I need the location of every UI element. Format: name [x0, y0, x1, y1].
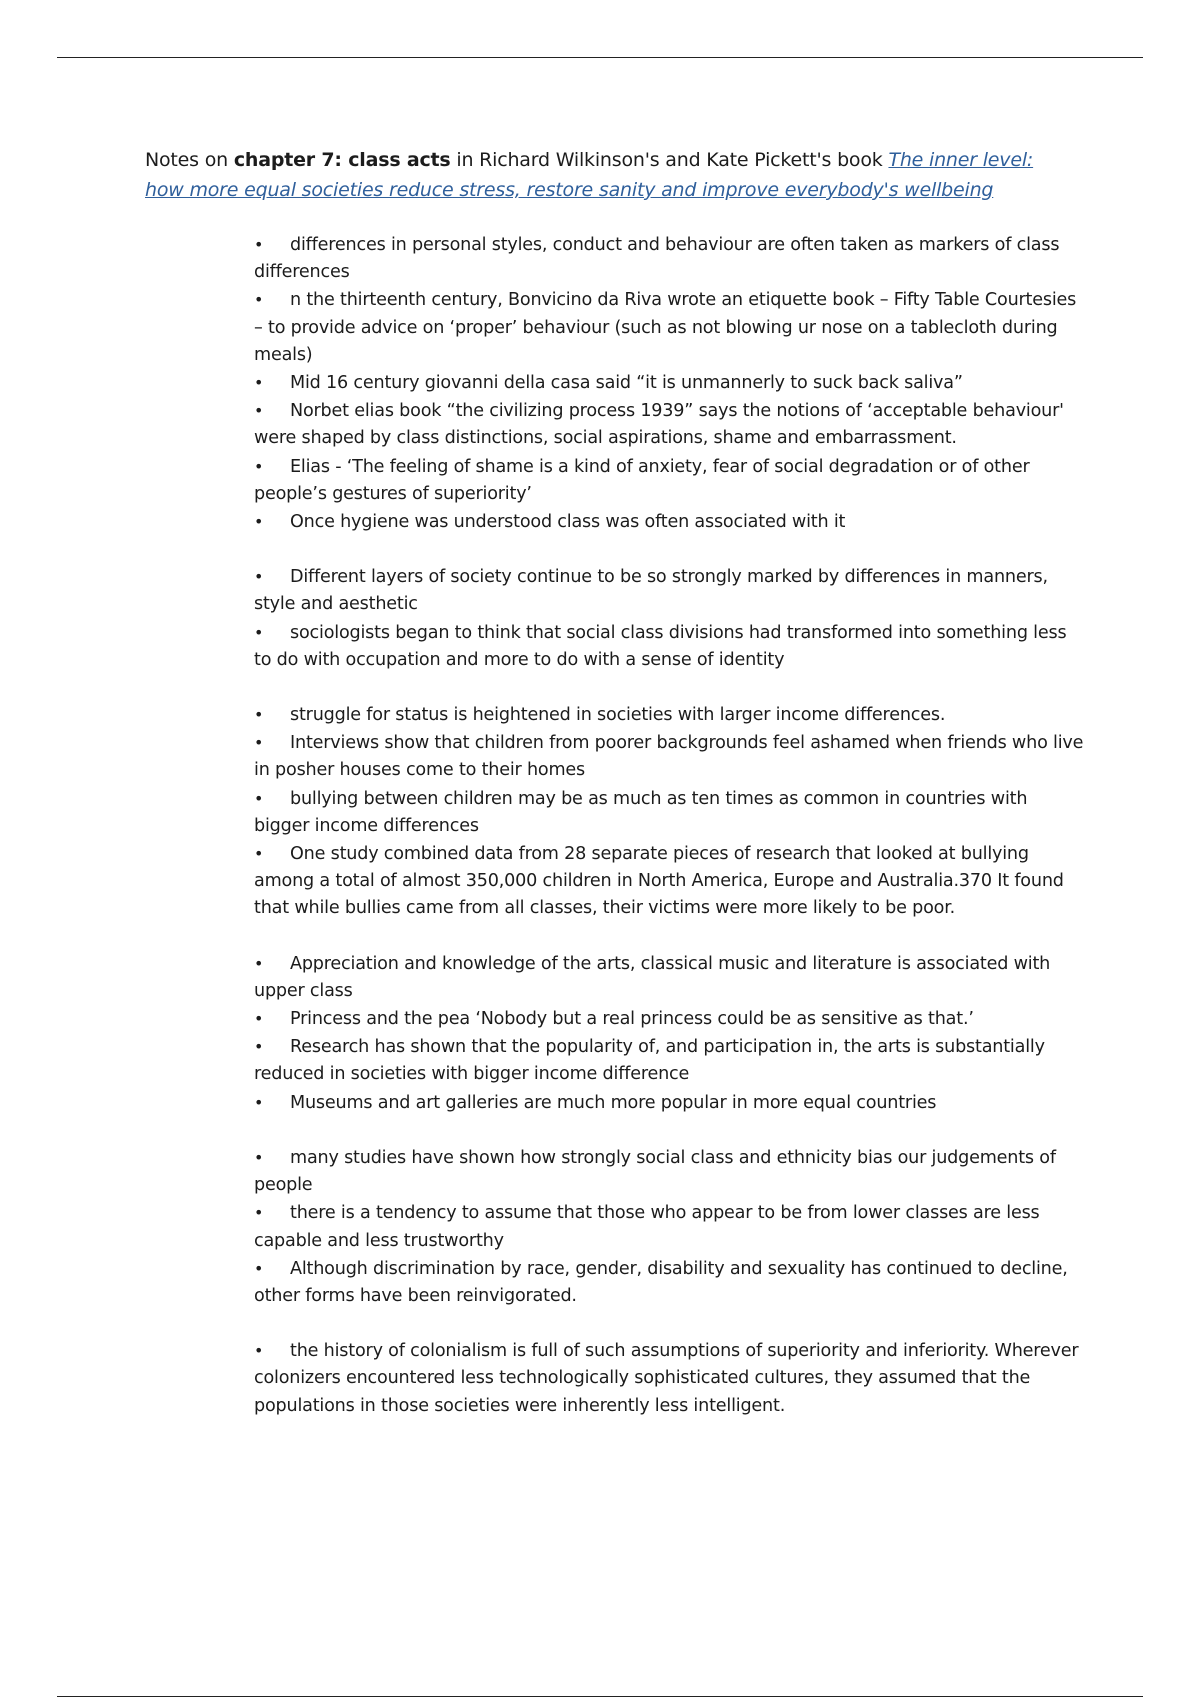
list-item — [254, 1255, 1084, 1310]
list-item-text: Different layers of society continue to be so strongly marked by differences in manners, style and aesthetic — [254, 567, 1048, 615]
list-item — [254, 286, 1084, 369]
list-item — [254, 950, 1084, 1005]
bullet-icon: • — [254, 373, 264, 393]
list-item-text: Elias - ‘The feeling of shame is a kind of anxiety, fear of social degradation or of other people’s gestures of superiority’ — [254, 456, 1030, 504]
list-item-text: Princess and the pea ‘Nobody but a real princess could be as sensitive as that.’ — [290, 1009, 974, 1030]
bullet-icon: • — [254, 1092, 264, 1112]
list-item — [254, 1199, 1084, 1254]
list-item-text: n the thirteenth century, Bonvicino da Riva wrote an etiquette book – Fifty Table Courtesies – to provide advice on ‘proper’ behaviour (such as not blowing ur nose on a tablecloth during meals) — [254, 290, 1077, 365]
list-item-text: One study combined data from 28 separate pieces of research that looked at bullying among a total of almost 350,000 children in North America, Europe and Australia.370 It found that while bullies came from all classes, their victims were more likely to be poor. — [254, 844, 1064, 919]
bullet-icon: • — [254, 1147, 264, 1167]
list-item-text: Mid 16 century giovanni della casa said “it is unmannerly to suck back saliva” — [290, 373, 963, 394]
page-title — [145, 145, 1045, 205]
list-item-text: many studies have shown how strongly social class and ethnicity bias our judgements of people — [254, 1147, 1056, 1196]
list-item — [254, 453, 1084, 508]
list-item — [254, 397, 1084, 452]
list-item — [254, 1033, 1084, 1088]
list-item-text: bullying between children may be as much as ten times as common in countries with bigger income differences — [254, 788, 1028, 836]
title-middle: in Richard Wilkinson's and Kate Pickett's book — [450, 149, 889, 171]
list-item — [254, 785, 1084, 840]
list-item — [254, 701, 1084, 729]
note-group — [254, 950, 1084, 1117]
list-item — [254, 563, 1084, 618]
list-item-text: struggle for status is heightened in societies with larger income differences. — [290, 705, 946, 726]
note-group — [254, 231, 1084, 536]
list-item-text: sociologists began to think that social class divisions had transformed into something less to do with occupation and more to do with a sense of identity — [254, 622, 1067, 670]
list-item-text: Norbet elias book “the civilizing process 1939” says the notions of ‘acceptable behaviour' were shaped by class distinctions, social aspirations, shame and embarrassment. — [254, 401, 1064, 449]
notes-list — [254, 231, 1084, 1420]
bullet-icon: • — [254, 1009, 264, 1029]
bullet-icon: • — [254, 235, 264, 254]
bullet-icon: • — [254, 1341, 264, 1361]
list-item-text: Interviews show that children from poorer backgrounds feel ashamed when friends who live in posher houses come to their homes — [254, 733, 1084, 781]
bullet-icon: • — [254, 844, 264, 864]
title-prefix: Notes on — [145, 149, 234, 171]
bullet-icon: • — [254, 733, 264, 753]
list-item-text: Appreciation and knowledge of the arts, classical music and literature is associated with upper class — [254, 953, 1051, 1001]
list-item-text: Museums and art galleries are much more popular in more equal countries — [290, 1092, 937, 1113]
top-rule — [57, 57, 1143, 58]
note-group — [254, 1144, 1084, 1310]
list-item-text: Once hygiene was understood class was often associated with it — [290, 512, 846, 533]
list-item-text: Research has shown that the popularity of, and participation in, the arts is substantially reduced in societies with bigger income difference — [254, 1037, 1045, 1085]
note-group — [254, 563, 1084, 674]
list-item-text: Although discrimination by race, gender, disability and sexuality has continued to decline, other forms have been reinvigorated. — [254, 1258, 1068, 1306]
list-item-text: the history of colonialism is full of such assumptions of superiority and inferiority. Wherever colonizers encountered less technologically sophisticated cultures, they assumed that the populations in those societies were inherently less intelligent. — [254, 1341, 1079, 1416]
bullet-icon: • — [254, 567, 264, 587]
bullet-icon: • — [254, 705, 264, 725]
list-item-text: differences in personal styles, conduct and behaviour are often taken as markers of class differences — [254, 235, 1060, 283]
title-chapter: chapter 7: class acts — [233, 149, 451, 171]
bottom-rule — [57, 1696, 1143, 1697]
list-item — [254, 1005, 1084, 1033]
list-item — [254, 729, 1084, 784]
bullet-icon: • — [254, 1258, 264, 1278]
bullet-icon: • — [254, 622, 264, 642]
list-item — [254, 508, 1084, 536]
bullet-icon: • — [254, 1037, 264, 1057]
book-title-link[interactable]: The inner level: how more equal societies reduce stress, restore sanity and improve everybody's wellbeing — [145, 149, 1034, 201]
bullet-icon: • — [254, 953, 264, 973]
bullet-icon: • — [254, 512, 264, 532]
bullet-icon: • — [254, 401, 264, 421]
bullet-icon: • — [254, 456, 264, 476]
list-item — [254, 1337, 1084, 1420]
note-group — [254, 1337, 1084, 1420]
list-item — [254, 1144, 1084, 1199]
list-item — [254, 1089, 1084, 1117]
list-item-text: there is a tendency to assume that those who appear to be from lower classes are less capable and less trustworthy — [254, 1203, 1040, 1251]
list-item — [254, 840, 1084, 923]
bullet-icon: • — [254, 1203, 264, 1223]
note-group — [254, 701, 1084, 923]
bullet-icon: • — [254, 290, 264, 310]
bullet-icon: • — [254, 788, 264, 808]
list-item — [254, 369, 1084, 397]
list-item — [254, 231, 1084, 286]
list-item — [254, 619, 1084, 674]
